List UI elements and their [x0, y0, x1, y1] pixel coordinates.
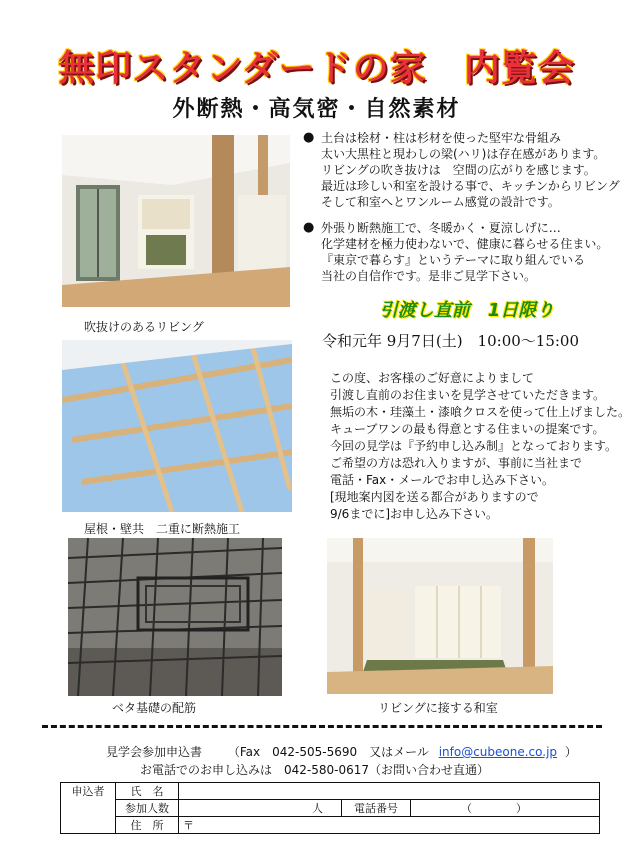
- photo-japanese-room: [327, 538, 553, 694]
- event-date: 令和元年 9月7日(土) 10:00～15:00: [322, 332, 580, 350]
- form-email-link[interactable]: info@cubeone.co.jp: [438, 745, 558, 759]
- body-line: 9/6までに]お申し込み下さい。: [330, 507, 498, 521]
- bullet-line: 外張り断熱施工で、冬暖かく・夏涼しげに…: [321, 221, 561, 235]
- bullet-line: 化学建材を極力使わないで、健康に暮らせる住まい。: [321, 237, 609, 251]
- caption-rebar-foundation: ベタ基礎の配筋: [112, 701, 197, 715]
- form-header: [106, 743, 577, 760]
- form-title: 見学会参加申込書: [106, 745, 203, 759]
- body-line: 電話・Fax・メールでお申し込み下さい。: [330, 473, 555, 487]
- bullet-icon: ●: [303, 220, 315, 235]
- body-line: 無垢の木・珪藻土・漆喰クロスを使って仕上げました。: [330, 405, 631, 419]
- bullet-line: 土台は桧材・柱は杉材を使った堅牢な骨組み: [321, 131, 562, 145]
- bullet-line: 『東京で暮らす』というテーマに取り組んでいる: [321, 253, 586, 267]
- bullet-line: そして和室へとワンルーム感覚の設計です。: [321, 195, 560, 209]
- page-subtitle: 外断熱・高気密・自然素材: [172, 97, 461, 122]
- body-line: ご希望の方は恐れ入りますが、事前に当社まで: [330, 456, 583, 470]
- photo-rebar-foundation: [68, 538, 282, 696]
- count-label: 参加人数: [116, 800, 179, 817]
- caption-roof-insulation: 屋根・壁共 二重に断熱施工: [84, 522, 241, 536]
- cut-line-divider: [42, 725, 602, 728]
- body-line: キューブワンの最も得意とする住まいの提案です。: [330, 422, 605, 436]
- bullet-line: 最近は珍しい和室を設ける事で、キッチンからリビング: [321, 179, 620, 193]
- name-label: 氏 名: [116, 783, 179, 800]
- form-close-paren: ）: [564, 745, 577, 759]
- count-field[interactable]: [179, 800, 342, 817]
- address-label: 住 所: [116, 817, 179, 834]
- caption-japanese-room: リビングに接する和室: [378, 701, 498, 715]
- count-unit: 人: [312, 802, 323, 815]
- body-line: [現地案内図を送る都合がありますので: [330, 490, 539, 504]
- body-line: この度、お客様のご好意によりまして: [330, 371, 535, 385]
- page-title: 無印スタンダードの家 内覧会: [58, 48, 575, 89]
- photo-roof-insulation: [62, 340, 292, 512]
- application-form-table: [60, 782, 600, 834]
- applicant-label: 申込者: [61, 783, 116, 834]
- body-line: 引渡し直前のお住まいを見学させていただきます。: [330, 388, 606, 402]
- form-fax: （Fax 042-505-5690 又はメール: [227, 745, 429, 759]
- name-field[interactable]: [179, 783, 600, 800]
- feature-bullet-insulation: [303, 220, 613, 284]
- bullet-line: 太い大黒柱と現わしの梁(ハリ)は存在感があります。: [321, 147, 606, 161]
- postal-mark: 〒: [183, 819, 194, 832]
- tel-field[interactable]: [411, 800, 600, 817]
- feature-bullet-structure: [303, 130, 620, 210]
- body-line: 今回の見学は『予約申し込み制』となっております。: [330, 439, 618, 453]
- tel-parens: （ ）: [461, 802, 527, 815]
- bullet-icon: ●: [303, 130, 315, 145]
- caption-atrium-living: 吹抜けのあるリビング: [84, 320, 204, 334]
- photo-atrium-living: [62, 135, 290, 307]
- form-phone-note: お電話でのお申し込みは 042-580-0617（お問い合わせ直通）: [140, 763, 490, 777]
- address-field[interactable]: [179, 817, 600, 834]
- bullet-line: 当社の自信作です。是非ご見学下さい。: [321, 269, 537, 283]
- event-highlight: 引渡し直前 1日限り: [379, 300, 555, 321]
- bullet-line: リビングの吹き抜けは 空間の広がりを感じます。: [321, 163, 596, 177]
- tel-label: 電話番号: [342, 800, 411, 817]
- event-description: [330, 370, 630, 523]
